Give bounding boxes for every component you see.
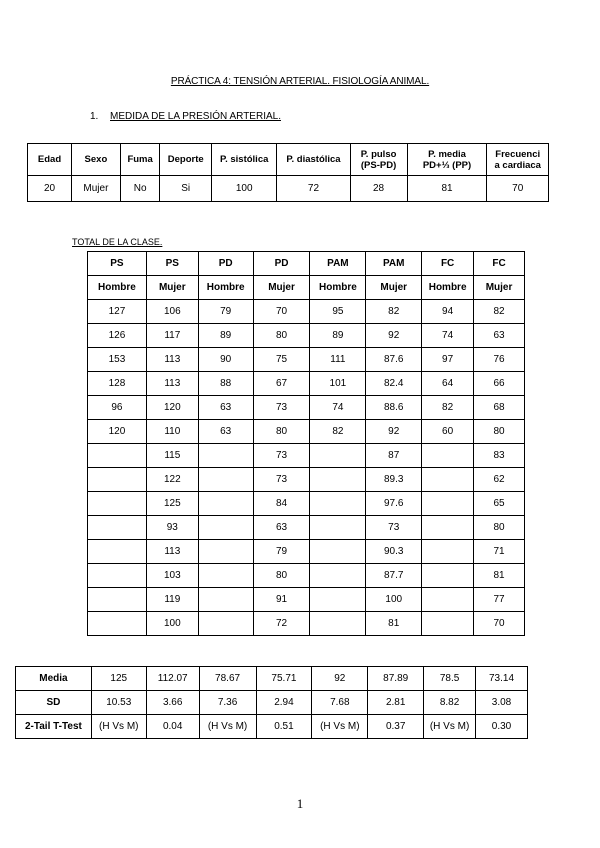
header-cell: P. sistólica xyxy=(212,144,277,176)
table-cell: 110 xyxy=(146,420,198,444)
table-row xyxy=(88,612,525,636)
table-cell xyxy=(422,588,474,612)
table-cell: 81 xyxy=(407,176,487,202)
table-cell xyxy=(310,492,366,516)
header-cell: Edad xyxy=(28,144,72,176)
table-row xyxy=(88,492,525,516)
table-row xyxy=(88,300,525,324)
stats-cell: 0.51 xyxy=(256,715,312,739)
table-cell: 82 xyxy=(474,300,525,324)
table-cell: No xyxy=(120,176,160,202)
table-cell: 97 xyxy=(422,348,474,372)
table-cell: 82 xyxy=(310,420,366,444)
table-row xyxy=(88,516,525,540)
table-cell xyxy=(310,444,366,468)
table-cell: 90 xyxy=(198,348,253,372)
header-cell: Mujer xyxy=(253,276,310,300)
table-cell: 70 xyxy=(487,176,549,202)
stats-row xyxy=(16,691,528,715)
table-cell xyxy=(88,612,147,636)
stats-cell: 112.07 xyxy=(146,667,199,691)
table-cell: 125 xyxy=(146,492,198,516)
table-cell: 80 xyxy=(253,564,310,588)
table-cell: 65 xyxy=(474,492,525,516)
stats-cell: 8.82 xyxy=(424,691,476,715)
stats-cell: 3.08 xyxy=(476,691,528,715)
stats-row xyxy=(16,715,528,739)
table-cell: 80 xyxy=(474,516,525,540)
table-cell: 95 xyxy=(310,300,366,324)
header-cell: FC xyxy=(422,252,474,276)
stats-cell: (H Vs M) xyxy=(91,715,146,739)
header-cell: Hombre xyxy=(88,276,147,300)
table-cell: 79 xyxy=(198,300,253,324)
table-cell: 106 xyxy=(146,300,198,324)
table-cell: 63 xyxy=(198,420,253,444)
table-cell xyxy=(198,444,253,468)
table-cell xyxy=(88,492,147,516)
table-cell: 72 xyxy=(277,176,350,202)
table-cell: 82 xyxy=(366,300,422,324)
table-cell: 88 xyxy=(198,372,253,396)
table-cell xyxy=(422,492,474,516)
table-cell: Si xyxy=(160,176,212,202)
table-row xyxy=(88,324,525,348)
table-cell: 67 xyxy=(253,372,310,396)
table-row xyxy=(88,372,525,396)
table-cell xyxy=(88,468,147,492)
table-cell xyxy=(422,540,474,564)
table-cell: 89 xyxy=(198,324,253,348)
stats-cell: 73.14 xyxy=(476,667,528,691)
personal-measurement-table xyxy=(27,143,549,202)
table-cell: 113 xyxy=(146,372,198,396)
table-cell: 28 xyxy=(350,176,407,202)
header-cell: Deporte xyxy=(160,144,212,176)
table-cell: 113 xyxy=(146,540,198,564)
stats-label: 2-Tail T-Test xyxy=(16,715,92,739)
table-cell: 87 xyxy=(366,444,422,468)
header-cell: PS xyxy=(146,252,198,276)
table-cell xyxy=(198,540,253,564)
table-cell: 74 xyxy=(422,324,474,348)
header-cell: Hombre xyxy=(310,276,366,300)
table-cell xyxy=(198,468,253,492)
section-number: 1. xyxy=(90,111,99,122)
table-cell: 80 xyxy=(253,324,310,348)
table-row xyxy=(88,540,525,564)
table-cell: 20 xyxy=(28,176,72,202)
header-cell: Frecuenci a cardiaca xyxy=(487,144,549,176)
stats-cell: 0.37 xyxy=(368,715,424,739)
stats-cell: 0.04 xyxy=(146,715,199,739)
stats-cell: 2.81 xyxy=(368,691,424,715)
stats-cell: (H Vs M) xyxy=(312,715,368,739)
header-cell: Hombre xyxy=(198,276,253,300)
table-cell xyxy=(198,564,253,588)
table-row xyxy=(88,348,525,372)
table-cell: 70 xyxy=(253,300,310,324)
table-cell: 62 xyxy=(474,468,525,492)
table-cell: 81 xyxy=(366,612,422,636)
table-cell: 94 xyxy=(422,300,474,324)
table-cell xyxy=(88,588,147,612)
table-cell xyxy=(88,444,147,468)
table-row xyxy=(88,396,525,420)
table-cell: 87.7 xyxy=(366,564,422,588)
table-cell: 76 xyxy=(474,348,525,372)
table-cell: 119 xyxy=(146,588,198,612)
table-cell: 97.6 xyxy=(366,492,422,516)
stats-cell: 92 xyxy=(312,667,368,691)
table-cell: 82 xyxy=(422,396,474,420)
class-total-title: TOTAL DE LA CLASE. xyxy=(72,237,163,247)
table-cell: 117 xyxy=(146,324,198,348)
table-cell: 88.6 xyxy=(366,396,422,420)
header-row xyxy=(88,252,525,276)
table-cell xyxy=(198,588,253,612)
header-cell: Hombre xyxy=(422,276,474,300)
table-cell: 60 xyxy=(422,420,474,444)
table-cell: 82.4 xyxy=(366,372,422,396)
header-cell: Mujer xyxy=(366,276,422,300)
table-cell: 127 xyxy=(88,300,147,324)
table-cell: 120 xyxy=(88,420,147,444)
table-cell xyxy=(88,516,147,540)
table-cell: 64 xyxy=(422,372,474,396)
table-cell xyxy=(310,588,366,612)
table-cell: 96 xyxy=(88,396,147,420)
table-cell: 83 xyxy=(474,444,525,468)
table-cell: 66 xyxy=(474,372,525,396)
table-cell: 153 xyxy=(88,348,147,372)
table-cell: 115 xyxy=(146,444,198,468)
page-number: 1 xyxy=(296,796,304,811)
table-cell: 103 xyxy=(146,564,198,588)
table-cell: 80 xyxy=(474,420,525,444)
table-cell: 92 xyxy=(366,420,422,444)
table-cell: 63 xyxy=(198,396,253,420)
header-cell: Sexo xyxy=(72,144,121,176)
table-cell: 89.3 xyxy=(366,468,422,492)
stats-cell: (H Vs M) xyxy=(424,715,476,739)
table-cell xyxy=(310,516,366,540)
subheader-row xyxy=(88,276,525,300)
table-cell: 73 xyxy=(253,396,310,420)
table-cell xyxy=(422,564,474,588)
stats-row xyxy=(16,667,528,691)
header-cell: Fuma xyxy=(120,144,160,176)
table-cell: 111 xyxy=(310,348,366,372)
table-cell: 90.3 xyxy=(366,540,422,564)
table-cell: 100 xyxy=(212,176,277,202)
stats-cell: 78.67 xyxy=(199,667,256,691)
table-cell: 84 xyxy=(253,492,310,516)
stats-cell: 75.71 xyxy=(256,667,312,691)
table-cell: 87.6 xyxy=(366,348,422,372)
statistics-table xyxy=(15,666,528,739)
table-cell: 72 xyxy=(253,612,310,636)
header-cell: PS xyxy=(88,252,147,276)
stats-label: SD xyxy=(16,691,92,715)
table-row xyxy=(88,564,525,588)
header-cell: P. pulso (PS-PD) xyxy=(350,144,407,176)
table-cell: 74 xyxy=(310,396,366,420)
header-cell: PD xyxy=(253,252,310,276)
stats-cell: (H Vs M) xyxy=(199,715,256,739)
table-cell xyxy=(310,564,366,588)
table-cell: 100 xyxy=(366,588,422,612)
stats-cell: 7.36 xyxy=(199,691,256,715)
table-cell: 122 xyxy=(146,468,198,492)
table-cell: 73 xyxy=(366,516,422,540)
table-cell: 126 xyxy=(88,324,147,348)
table-cell xyxy=(198,516,253,540)
table-cell xyxy=(422,444,474,468)
table-cell xyxy=(310,540,366,564)
section-heading xyxy=(90,111,281,122)
stats-cell: 10.53 xyxy=(91,691,146,715)
table-cell xyxy=(88,540,147,564)
table-row xyxy=(88,468,525,492)
stats-cell: 78.5 xyxy=(424,667,476,691)
header-cell: FC xyxy=(474,252,525,276)
table-cell xyxy=(198,612,253,636)
table-row xyxy=(88,444,525,468)
table-cell: 101 xyxy=(310,372,366,396)
table-row xyxy=(88,588,525,612)
page-title: PRÁCTICA 4: TENSIÓN ARTERIAL. FISIOLOGÍA ANIMAL. xyxy=(170,76,430,87)
table-cell xyxy=(310,612,366,636)
table-cell: 75 xyxy=(253,348,310,372)
table-cell xyxy=(88,564,147,588)
stats-cell: 7.68 xyxy=(312,691,368,715)
table-cell xyxy=(310,468,366,492)
table-row xyxy=(88,420,525,444)
table-cell: 91 xyxy=(253,588,310,612)
table-cell: 71 xyxy=(474,540,525,564)
table-cell xyxy=(422,468,474,492)
table-cell: 89 xyxy=(310,324,366,348)
table-cell: 100 xyxy=(146,612,198,636)
header-cell: P. diastólica xyxy=(277,144,350,176)
table-cell: 77 xyxy=(474,588,525,612)
table-cell xyxy=(198,492,253,516)
table-cell: 63 xyxy=(474,324,525,348)
header-cell: P. media PD+⅓ (PP) xyxy=(407,144,487,176)
table-cell: 120 xyxy=(146,396,198,420)
table-cell: 128 xyxy=(88,372,147,396)
table-cell: 93 xyxy=(146,516,198,540)
stats-cell: 2.94 xyxy=(256,691,312,715)
table-cell: 80 xyxy=(253,420,310,444)
table-cell xyxy=(422,516,474,540)
table-cell: 113 xyxy=(146,348,198,372)
stats-cell: 125 xyxy=(91,667,146,691)
header-cell: PAM xyxy=(310,252,366,276)
table-cell: 92 xyxy=(366,324,422,348)
header-cell: Mujer xyxy=(474,276,525,300)
table-cell xyxy=(422,612,474,636)
stats-cell: 0.30 xyxy=(476,715,528,739)
table-cell: 70 xyxy=(474,612,525,636)
stats-cell: 87.89 xyxy=(368,667,424,691)
stats-cell: 3.66 xyxy=(146,691,199,715)
section-text: MEDIDA DE LA PRESIÓN ARTERIAL. xyxy=(110,111,281,122)
stats-label: Media xyxy=(16,667,92,691)
table-cell: 81 xyxy=(474,564,525,588)
table-cell: 68 xyxy=(474,396,525,420)
table-cell: Mujer xyxy=(72,176,121,202)
header-cell: PAM xyxy=(366,252,422,276)
table-cell: 79 xyxy=(253,540,310,564)
header-cell: PD xyxy=(198,252,253,276)
class-total-table xyxy=(87,251,525,636)
table-cell: 63 xyxy=(253,516,310,540)
header-cell: Mujer xyxy=(146,276,198,300)
table-cell: 73 xyxy=(253,468,310,492)
table-cell: 73 xyxy=(253,444,310,468)
